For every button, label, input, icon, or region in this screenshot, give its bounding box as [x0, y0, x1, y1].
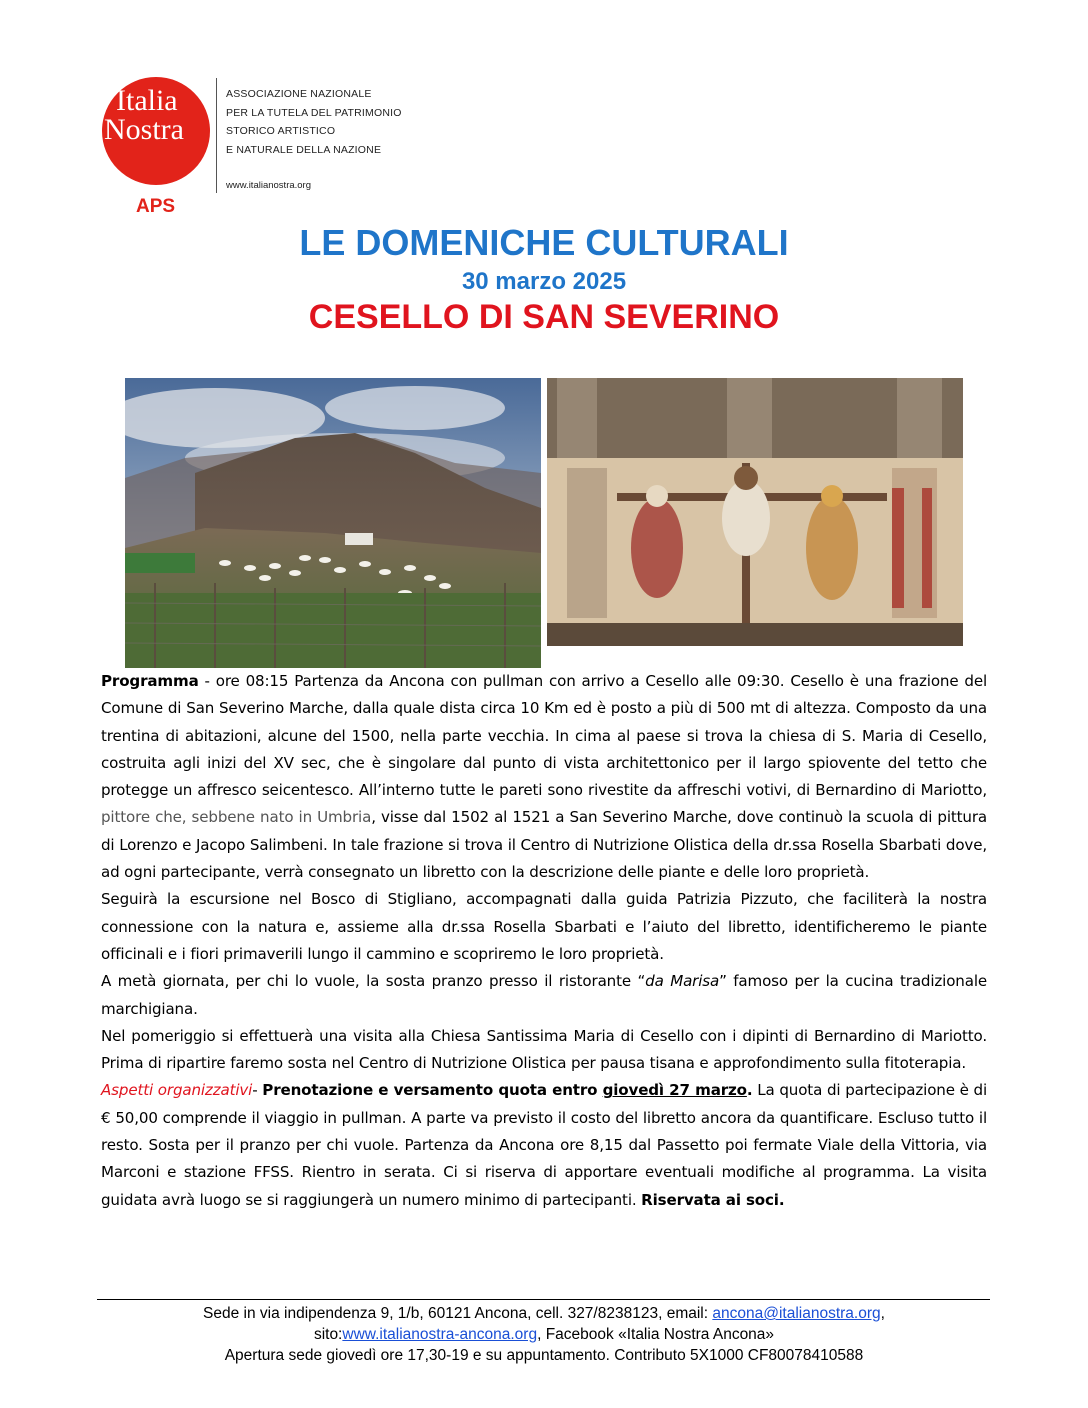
assoc-line: ASSOCIAZIONE NAZIONALE — [226, 88, 372, 100]
footer-hours-line: Apertura sede giovedì ore 17,30-19 e su appuntamento. Contributo 5X1000 CF80078410588 — [224, 1347, 864, 1364]
footer — [0, 1303, 1088, 1366]
event-place: CESELLO DI SAN SEVERINO — [308, 298, 780, 336]
assoc-line: E NATURALE DELLA NAZIONE — [226, 143, 382, 156]
logo-divider — [216, 78, 217, 193]
logo-wordmark: Italia Nostra — [104, 84, 184, 146]
landscape-photo — [125, 378, 541, 668]
footer-site-line: sito:www.italianostra-ancona.org, Facebook «Italia Nostra Ancona» — [313, 1326, 775, 1343]
event-program-text — [101, 668, 987, 1214]
footer-divider — [97, 1299, 990, 1300]
lunch-paragraph: A metà giornata, per chi lo vuole, la sosta pranzo presso il ristorante “da Marisa” famoso per la cucina tradizionale marchigiana. — [101, 972, 987, 1018]
page-title: LE DOMENICHE CULTURALI — [299, 222, 789, 263]
assoc-line: PER LA TUTELA DEL PATRIMONIO — [226, 106, 402, 119]
association-description — [226, 85, 402, 159]
organization-label: Aspetti organizzativi — [101, 1081, 253, 1100]
organization-paragraph: Aspetti organizzativi- Prenotazione e versamento quota entro giovedì 27 marzo. La quota di partecipazione è di € 50,00 comprende il viaggio in pullman. A parte va previsto il costo del libretto ancora da quantificare. Escluso tutto il resto. Sosta per il pranzo per chi vuole. Partenza da Ancona ore 8,15 dal Passetto poi fermate Viale della Vittoria, via Marconi e stazione FFSS. Rientro in serata. Ci si riserva di apportare eventuali modifiche al programma. La visita guidata avrà luogo se si raggiungerà un numero minimo di partecipanti. Riservata ai soci. — [101, 1081, 988, 1209]
members-only-note: Riservata ai soci. — [641, 1190, 785, 1209]
website-link[interactable]: www.italianostra-ancona.org — [342, 1326, 538, 1343]
excursion-paragraph: Seguirà la escursione nel Bosco di Stigliano, accompagnati dalla guida Patrizia Pizzuto, che faciliterà la nostra connessione con la natura e, assieme alla dr.ssa Rosella Sbarbati e l’aiuto del libretto, identificheremo le piante officinali e i fiori primaverili lungo il cammino e scopriremo le loro proprietà. — [101, 890, 987, 963]
logo-aps: APS — [136, 196, 176, 217]
assoc-line: STORICO ARTISTICO — [226, 125, 336, 137]
deadline-date: giovedì 27 marzo — [602, 1081, 747, 1100]
event-date: 30 marzo 2025 — [461, 268, 627, 295]
email-link[interactable]: ancona@italianostra.org — [712, 1305, 881, 1322]
program-paragraph: Programma - ore 08:15 Partenza da Ancona con pullman con arrivo a Cesello alle 09:30. Cesello è una frazione del Comune di San Severino Marche, dalla quale dista circa 10 Km ed è posto a più di 500 mt di altezza. Composto da una trentina di abitazioni, alcune del 1500, nella parte vecchia. In cima al paese si trova la chiesa di S. Maria di Cesello, costruita agli inizi del XV sec, che è singolare dal punto di vista architettonico per il largo spiovente del tetto che protegge un affresco seicentesco. All’interno tutte le pareti sono rivestite da affreschi votivi, di Bernardino di Mariotto, pittore che, sebbene nato in Umbria, visse dal 1502 al 1521 a San Severino Marche, dove continuò la scuola di pittura di Lorenzo e Jacopo Salimbeni. In tale frazione si trova il Centro di Nutrizione Olistica della dr.ssa Rosella Sbarbati dove, ad ogni partecipante, verrà consegnato un libretto con la descrizione delle piante e delle loro proprietà. — [101, 672, 988, 882]
fresco-photo — [547, 378, 963, 662]
footer-address-line: Sede in via indipendenza 9, 1/b, 60121 Ancona, cell. 327/8238123, email: ancona@italianostra.org, — [203, 1305, 885, 1322]
afternoon-paragraph: Nel pomeriggio si effettuerà una visita alla Chiesa Santissima Maria di Cesello con i dipinti di Bernardino di Mariotto. Prima di ripartire faremo sosta nel Centro di Nutrizione Olistica per pausa tisana e approfondimento sulla fitoterapia. — [101, 1026, 987, 1073]
logo-website: www.italianostra.org — [226, 180, 312, 191]
program-label: Programma — [101, 672, 199, 690]
